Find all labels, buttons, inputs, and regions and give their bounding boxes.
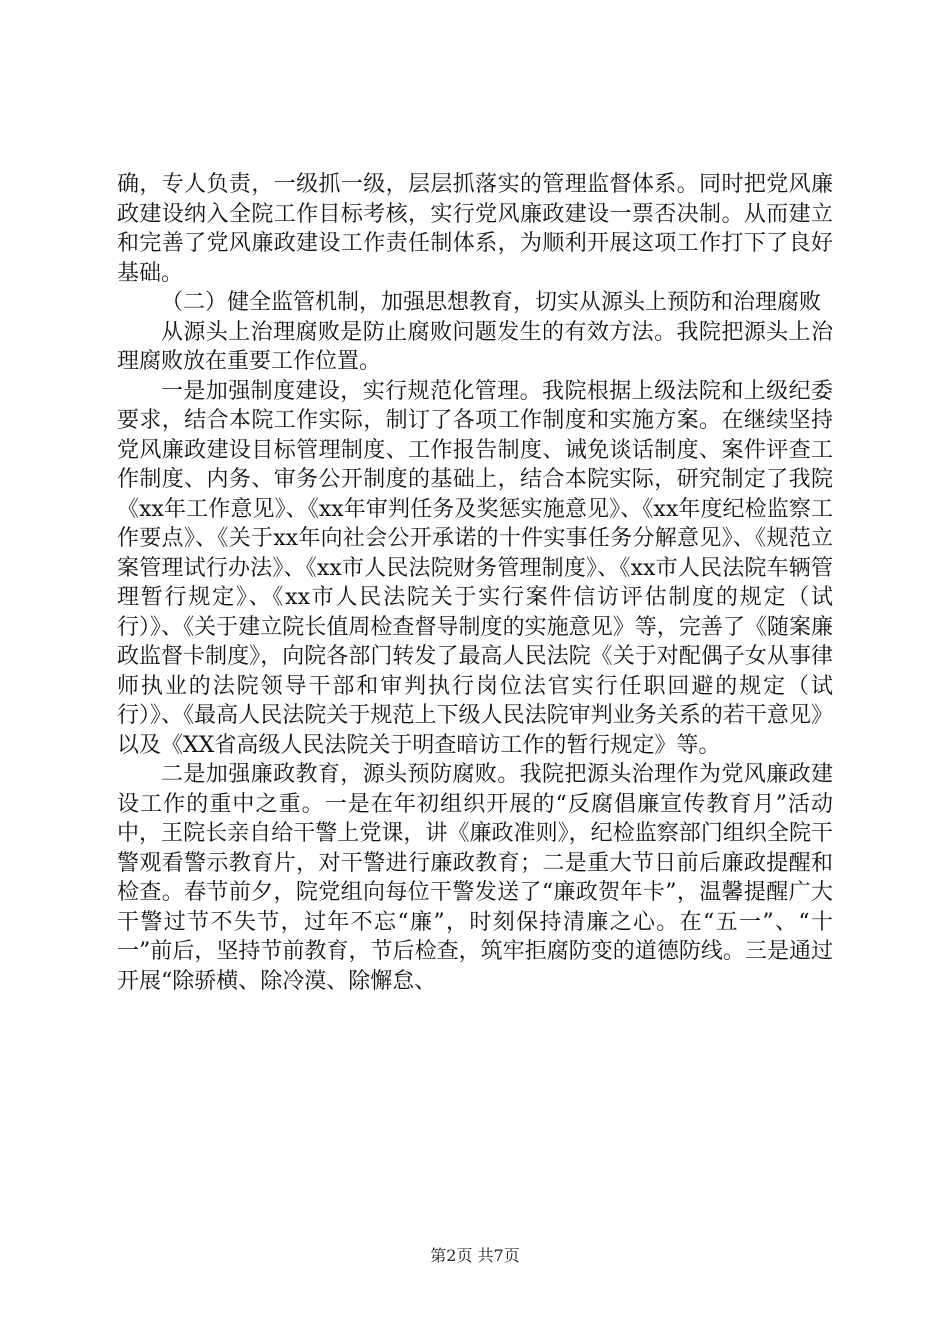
section-heading: （二）健全监管机制，加强思想教育，切实从源头上预防和治理腐败 (161, 290, 822, 315)
paragraph-integrity-education: 二是加强廉政教育，源头预防腐败。我院把源头治理作为党风廉政建设工作的重中之重。一是在年初组织开展的“反腐倡廉宣传教育月”活动中，王院长亲自给干警上党课，讲《廉政准则》，纪检监察部门组织全院干警观看警示教育片，对干警进行廉政教育；二是重大节日前后廉政提醒和检查。春节前夕，院党组向每位干警发送了“廉政贺年卡”，温馨提醒广大干警过节不失节，过年不忘“廉”，时刻保持清廉之心。在“五一”、“十一”前后，坚持节前教育，节后检查，筑牢拒腐防变的道德防线。三是通过开展“除骄横、除冷漠、除懈怠、 (117, 762, 833, 994)
paragraph-system-building: 一是加强制度建设，实行规范化管理。我院根据上级法院和上级纪委要求，结合本院工作实际，制订了各项工作制度和实施方案。在继续坚持党风廉政建设目标管理制度、工作报告制度、诫免谈话制度、案件评查工作制度、内务、审务公开制度的基础上，结合本院实际，研究制定了我院《xx年工作意见》、《xx年审判任务及奖惩实施意见》、《xx年度纪检监察工作要点》、《关于xx年向社会公开承诺的十件实事任务分解意见》、《规范立案管理试行办法》、《xx市人民法院财务管理制度》、《xx市人民法院车辆管理暂行规定》、《xx市人民法院关于实行案件信访评估制度的规定（试行）》、《关于建立院长值周检查督导制度的实施意见》等，完善了《随案廉政监督卡制度》，向院各部门转发了最高人民法院《关于对配偶子女从事律师执业的法院领导干部和审判执行岗位法官实行任职回避的规定（试行）》、《最高人民法院关于规范上下级人民法院审判业务关系的若干意见》以及《XX省高级人民法院关于明查暗访工作的暂行规定》等。 (117, 378, 833, 758)
body-text (117, 170, 833, 996)
paragraph-continuation: 确，专人负责，一级抓一级，层层抓落实的管理监督体系。同时把党风廉政建设纳入全院工作目标考核，实行党风廉政建设一票否决制。从而建立和完善了党风廉政建设工作责任制体系，为顺利开展这项工作打下了良好基础。 (117, 172, 833, 286)
page-number-footer: 第2页 共7页 (430, 1246, 520, 1265)
paragraph-source-governance: 从源头上治理腐败是防止腐败问题发生的有效方法。我院把源头上治理腐败放在重要工作位置。 (117, 319, 833, 374)
